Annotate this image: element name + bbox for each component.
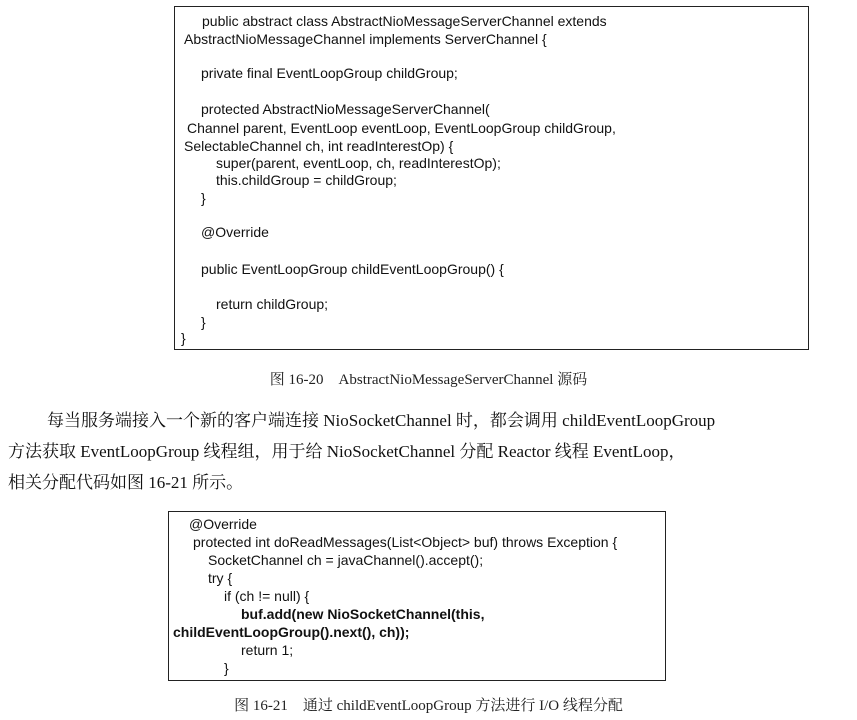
code-line: this.childGroup = childGroup; [216, 172, 397, 188]
paragraph-line: 相关分配代码如图 16-21 所示。 [8, 473, 244, 492]
code-line: } [224, 660, 229, 676]
code-line: protected int doReadMessages(List<Object> buf) throws Exception { [193, 534, 618, 550]
code-line: return childGroup; [216, 296, 329, 312]
code-line: AbstractNioMessageChannel implements ServerChannel { [184, 31, 547, 47]
code-line: public EventLoopGroup childEventLoopGroup() { [201, 261, 504, 277]
code-line: @Override [189, 516, 257, 532]
code-line: childEventLoopGroup().next(), ch)); [173, 624, 410, 640]
code-line: Channel parent, EventLoop eventLoop, EventLoopGroup childGroup, [187, 120, 616, 136]
code-line: public abstract class AbstractNioMessageServerChannel extends [202, 13, 607, 29]
code-line: if (ch != null) { [224, 588, 310, 604]
code-line: buf.add(new NioSocketChannel(this, [241, 606, 485, 622]
code-line: private final EventLoopGroup childGroup; [201, 65, 458, 81]
code-line: } [201, 190, 206, 206]
code-line: super(parent, eventLoop, ch, readInterestOp); [216, 155, 501, 171]
code-line: SocketChannel ch = javaChannel().accept(); [208, 552, 484, 568]
figure-caption: 图 16-21 通过 childEventLoopGroup 方法进行 I/O 线程分配 [234, 698, 623, 714]
code-line: @Override [201, 224, 269, 240]
code-listing-figure-16-21 [168, 511, 666, 681]
code-line: } [201, 314, 206, 330]
paragraph-line: 方法获取 EventLoopGroup 线程组，用于给 NioSocketChannel 分配 Reactor 线程 EventLoop， [8, 442, 686, 461]
code-line: } [181, 330, 186, 346]
code-line: protected AbstractNioMessageServerChannel( [201, 101, 490, 117]
paragraph-line: 每当服务端接入一个新的客户端连接 NioSocketChannel 时，都会调用 childEventLoopGroup [47, 411, 716, 430]
code-line: SelectableChannel ch, int readInterestOp) { [184, 138, 454, 154]
code-line: try { [208, 570, 233, 586]
code-line: return 1; [241, 642, 294, 658]
figure-caption: 图 16-20 AbstractNioMessageServerChannel 源码 [269, 372, 588, 388]
code-listing-figure-16-20 [174, 6, 809, 350]
